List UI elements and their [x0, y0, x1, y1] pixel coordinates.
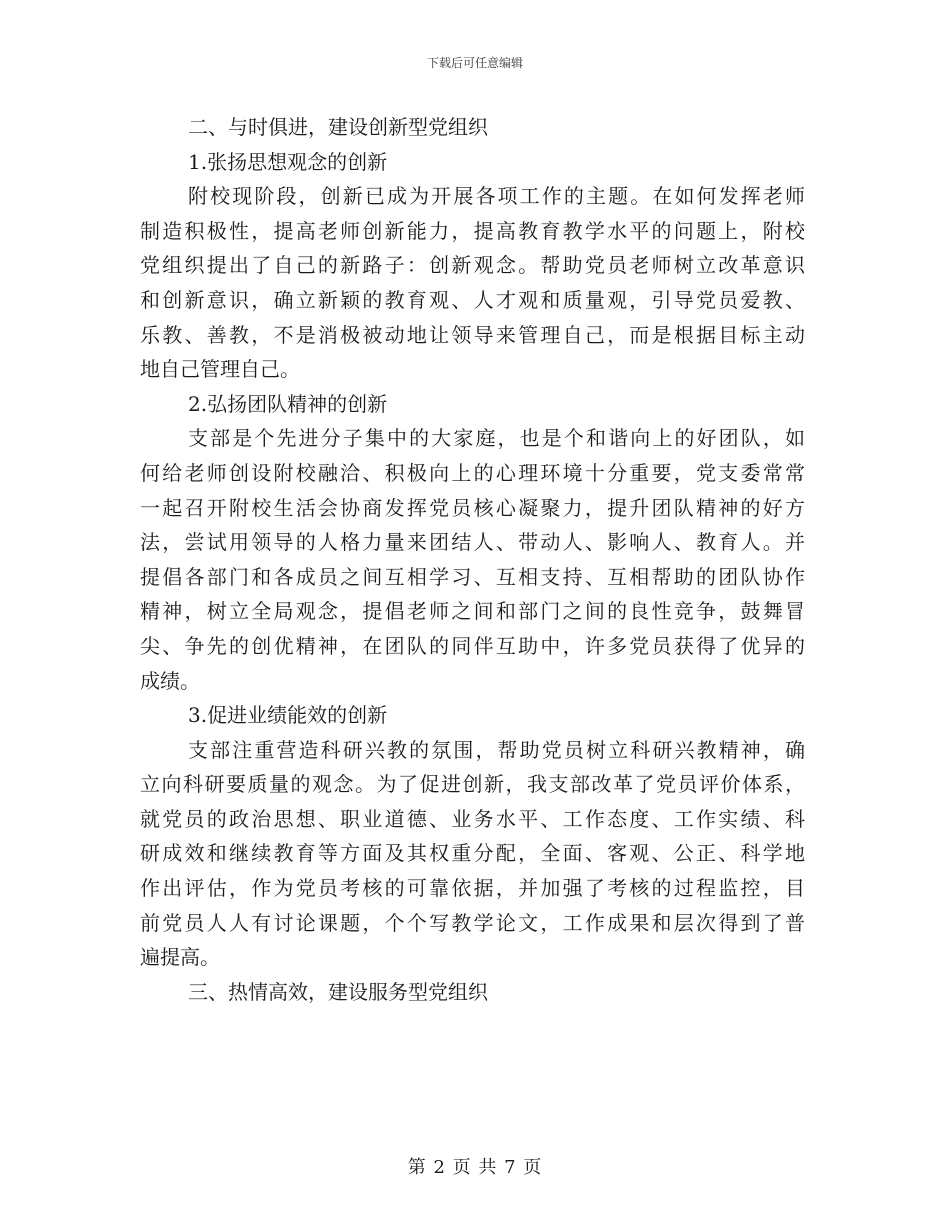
- text-line: 立向科研要质量的观念。为了促进创新，我支部改革了党员评价体系，: [140, 772, 805, 797]
- text-line: 前党员人人有讨论课题，个个写教学论文，工作成果和层次得到了普: [140, 910, 805, 935]
- text-line: 和创新意识，确立新颖的教育观、人才观和质量观，引导党员爱教、: [140, 287, 805, 312]
- text-line: 提倡各部门和各成员之间互相学习、互相支持、互相帮助的团队协作: [140, 564, 805, 589]
- text-line: 2.弘扬团队精神的创新: [188, 391, 388, 416]
- text-line: 何给老师创设附校融洽、积极向上的心理环境十分重要，党支委常常: [140, 460, 805, 485]
- text-line: 就党员的政治思想、职业道德、业务水平、工作态度、工作实绩、科: [140, 806, 805, 831]
- document-body: [140, 110, 805, 1009]
- text-line: 地自己管理自己。: [140, 357, 300, 382]
- text-line: 附校现阶段，创新已成为开展各项工作的主题。在如何发挥老师: [188, 184, 805, 209]
- text-line: 成绩。: [140, 668, 200, 693]
- page-footer: 第 2 页 共 7 页: [407, 1157, 543, 1178]
- text-line: 一起召开附校生活会协商发挥党员核心凝聚力，提升团队精神的好方: [140, 495, 805, 520]
- text-line: 精神，树立全局观念，提倡老师之间和部门之间的良性竞争，鼓舞冒: [140, 599, 805, 624]
- text-line: 法，尝试用领导的人格力量来团结人、带动人、影响人、教育人。并: [140, 530, 805, 555]
- text-line: 研成效和继续教育等方面及其权重分配，全面、客观、公正、科学地: [140, 841, 805, 866]
- page-header-note: 下载后可任意编辑: [426, 56, 523, 70]
- text-line: 乐教、善教，不是消极被动地让领导来管理自己，而是根据目标主动: [140, 322, 805, 347]
- text-line: 三、热情高效，建设服务型党组织: [188, 979, 488, 1004]
- text-line: 二、与时俱进，建设创新型党组织: [188, 115, 488, 139]
- text-line: 3.促进业绩能效的创新: [188, 703, 388, 728]
- text-line: 1.张扬思想观念的创新: [188, 149, 388, 174]
- text-line: 遍提高。: [140, 945, 220, 970]
- text-line: 尖、争先的创优精神，在团队的同伴互助中，许多党员获得了优异的: [140, 633, 805, 658]
- text-line: 支部是个先进分子集中的大家庭，也是个和谐向上的好团队，如: [188, 426, 805, 451]
- text-line: 作出评估，作为党员考核的可靠依据，并加强了考核的过程监控，目: [140, 876, 805, 901]
- text-line: 党组织提出了自己的新路子：创新观念。帮助党员老师树立改革意识: [140, 253, 805, 278]
- text-line: 制造积极性，提高老师创新能力，提高教育教学水平的问题上，附校: [140, 218, 805, 243]
- text-line: 支部注重营造科研兴教的氛围，帮助党员树立科研兴教精神，确: [188, 737, 805, 762]
